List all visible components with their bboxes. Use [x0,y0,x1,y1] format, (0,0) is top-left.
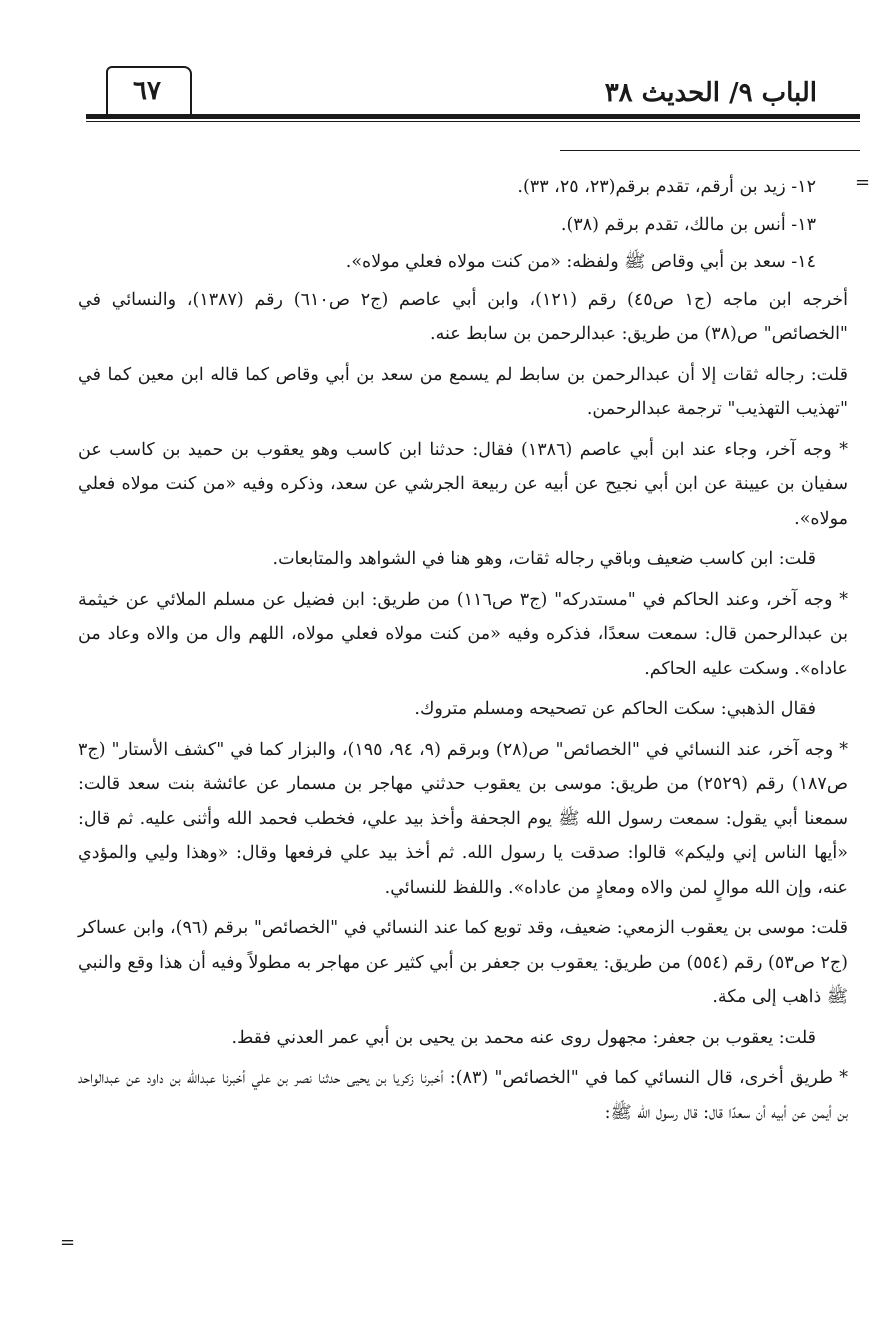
dhahabi-comment: فقال الذهبي: سكت الحاكم عن تصحيحه ومسلم متروك. [414,699,816,719]
comment-paragraph: قلت: ابن كاسب ضعيف وباقي رجاله ثقات، وهو هنا في الشواهد والمتابعات. [272,549,816,569]
margin-continuation-mark-bottom: = [60,1232,76,1253]
chapter-hadith-title: الباب ٩/ الحديث ٣٨ [604,78,817,108]
header-rule-thin [86,121,860,122]
section-rule [560,150,860,151]
narrator-entry-14: ١٤- سعد بن أبي وقاص ﷺ ولفظه: «من كنت مولاه فعلي مولاه». [345,252,816,272]
margin-continuation-mark-top: = [855,172,871,193]
page-number: ٦٧ [133,76,161,106]
comment-paragraph: قلت: موسى بن يعقوب الزمعي: ضعيف، وقد توبع كما عند النسائي في "الخصائص" برقم (٩٦)، وابن عساكر (ج٢ ص٥٣) رقم (٥٥٤) من طريق: يعقوب بن جعفر بن أبي كثير عن مهاجر به مطولاً وفيه أن هذا وقع والنبي ﷺ ذاهب إلى مكة. [78,918,849,1007]
header-rule-thick [86,114,860,119]
narrator-entry-13: ١٣- أنس بن مالك، تقدم برقم (٣٨). [560,214,816,235]
another-route-paragraph: * طريق أخرى، قال النسائي كما في "الخصائص" (٨٣): أخبرنا زكريا بن يحيى حدثنا نصر بن علي أخبرنا عبدالله بن داود عن عبدالواحد بن أيمن عن أبيه أن سعدًا قال: قال رسول الله ﷺ: [78,1068,848,1123]
comment-paragraph: قلت: يعقوب بن جعفر: مجهول روى عنه محمد بن يحيى بن أبي عمر العدني فقط. [231,1027,816,1048]
alternate-route-paragraph: * وجه آخر، عند النسائي في "الخصائص" ص(٢٨) وبرقم (٩، ٩٤، ١٩٥)، والبزار كما في "كشف الأستار" (ج٣ ص١٨٧) رقم (٢٥٢٩) من طريق: موسى بن يعقوب حدثني مهاجر بن مسمار عن عائشة بنت سعد قالت: سمعنا أبي يقول: سمعت رسول الله ﷺ يوم الجحفة وأخذ بيد علي، فخطب فحمد الله وأثنى عليه. ثم قال: «أيها الناس إني وليكم» قالوا: صدقت يا رسول الله. ثم أخذ بيد علي فرفعها وقال: «وهذا وليي والمؤدي عنه، وإن الله موالٍ لمن والاه ومعادٍ من عاداه». واللفظ للنسائي. [78,739,848,898]
page-body [78,170,848,1136]
comment-paragraph: قلت: رجاله ثقات إلا أن عبدالرحمن بن سابط لم يسمع من سعد بن أبي وقاص كما قاله ابن معين كما في "تهذيب التهذيب" ترجمة عبدالرحمن. [78,364,848,419]
narrator-entry-12: ١٢- زيد بن أرقم، تقدم برقم(٢٣، ٢٥، ٣٣). [517,177,816,197]
takhrij-paragraph: أخرجه ابن ماجه (ج١ ص٤٥) رقم (١٢١)، وابن أبي عاصم (ج٢ ص٦١٠) رقم (١٣٨٧)، والنسائي في "الخصائص" ص(٣٨) من طريق: عبدالرحمن بن سابط عنه. [78,289,848,344]
alternate-route-paragraph: * وجه آخر، وعند الحاكم في "مستدركه" (ج٣ ص١١٦) من طريق: ابن فضيل عن مسلم الملائي عن خيثمة بن عبدالرحمن قال: سمعت سعدًا، فذكره وفيه «من كنت مولاه فعلي مولاه، اللهم وال من والاه وعاد من عاداه». وسكت عليه الحاكم. [78,589,848,679]
alternate-route-paragraph: * وجه آخر، وجاء عند ابن أبي عاصم (١٣٨٦) فقال: حدثنا ابن كاسب وهو يعقوب بن حميد بن كاسب عن سفيان بن عيينة عن ابن أبي نجيح عن أبيه عن ربيعة الجرشي عن سعد، وذكره وفيه «من كنت مولاه فعلي مولاه». [78,439,848,529]
